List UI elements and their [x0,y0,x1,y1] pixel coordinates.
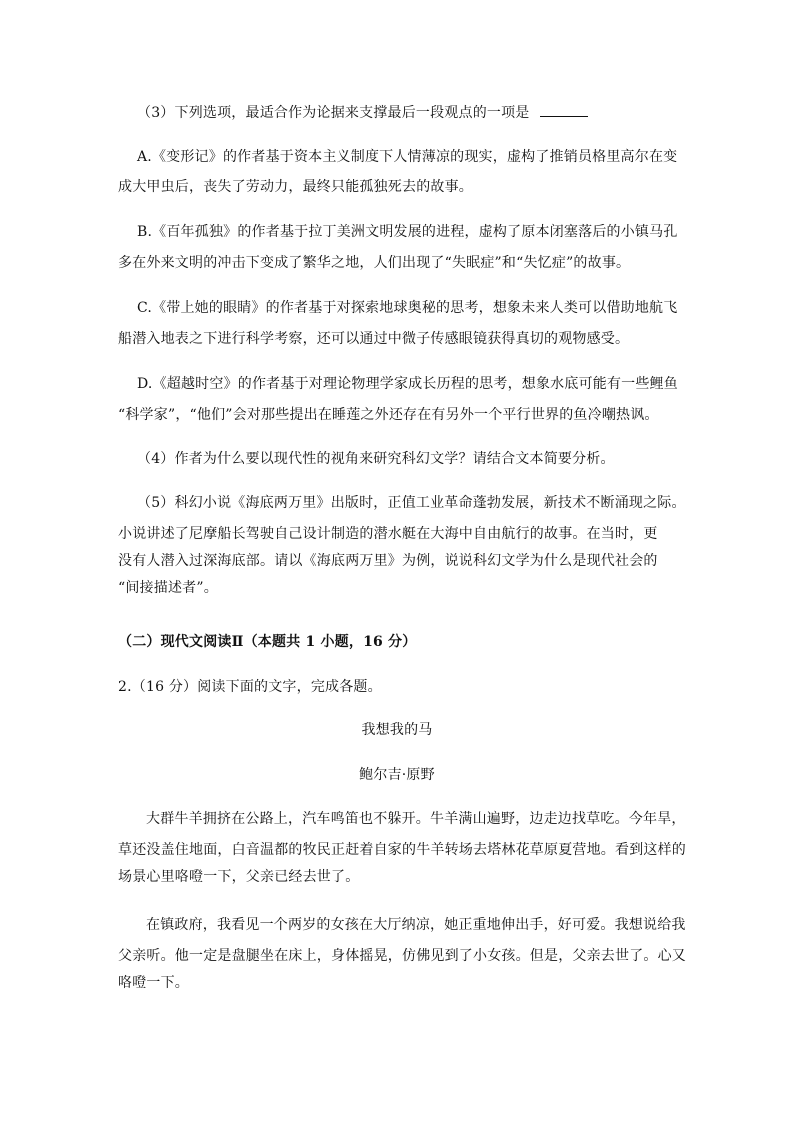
article-paragraph-1 [146,806,686,833]
question-5-line-1: （5）科幻小说《海底两万里》出版时，正值工业革命蓬勃发展，新技术不断涌现之际。 [137,495,686,511]
question-4-text: （4）作者为什么要以现代性的视角来研究科幻文学？请结合文本简要分析。 [137,451,615,467]
option-b-line-1: B.《百年孤独》的作者基于拉丁美洲文明发展的进程，虚构了原本闭塞落后的小镇马孔 [137,224,678,240]
article-title-text: 我想我的马 [361,722,433,738]
option-d-line-1: D.《超越时空》的作者基于对理论物理学家成长历程的思考，想象水底可能有一些鲤鱼 [137,376,678,392]
question-5-line-4: “间接描述者”。 [118,580,218,596]
question-5-continuation [118,521,658,602]
question-3-prompt: （3）下列选项，最适合作为论据来支撑最后一段观点的一项是 [137,105,530,121]
article-paragraph-2-continuation [118,943,686,997]
article-paragraph-2 [146,912,686,939]
option-a [137,144,677,171]
answer-blank[interactable] [540,104,588,117]
option-c-line-1: C.《带上她的眼睛》的作者基于对探索地球奥秘的思考，想象未来人类可以借助地航飞 [137,300,678,316]
question-5-line-2: 小说讲述了尼摩船长驾驶自己设计制造的潜水艇在大海中自由航行的故事。在当时，更 [118,526,658,542]
option-d [137,371,678,398]
question-4 [137,446,615,473]
question-3 [137,100,588,127]
paragraph-1-line-2: 草还没盖住地面，白音温都的牧民正赶着自家的牛羊转场去塔林花草原夏营地。看到这样的 [118,842,686,858]
option-a-continuation [118,174,473,201]
option-c-continuation [118,326,629,353]
option-d-line-2: “科学家”，“他们”会对那些提出在睡莲之外还存在有另外一个平行世界的鱼冷嘲热讽。 [118,407,659,423]
option-a-line-2: 成大甲虫后，丧失了劳动力，最终只能孤独死去的故事。 [118,179,473,195]
paragraph-1-line-1: 大群牛羊拥挤在公路上，汽车鸣笛也不躲开。牛羊满山遍野，边走边找草吃。今年旱， [146,811,686,827]
question-2 [118,674,382,701]
question-5-line-3: 没有人潜入过深海底部。请以《海底两万里》为例，说说科幻文学为什么是现代社会的 [118,553,658,569]
article-title [0,717,794,744]
question-5 [137,490,686,517]
option-b-continuation [118,250,630,277]
paragraph-2-line-3: 咯噔一下。 [118,975,189,991]
option-a-line-1: A.《变形记》的作者基于资本主义制度下人情薄凉的现实，虚构了推销员格里高尔在变 [137,149,678,165]
option-b-line-2: 多在外来文明的冲击下变成了繁华之地，人们出现了“失眠症”和“失忆症”的故事。 [118,255,631,271]
option-d-continuation [118,402,659,429]
article-author [0,762,794,789]
article-paragraph-1-continuation [118,837,686,891]
section-heading-text: （二）现代文阅读Ⅱ（本题共 1 小题，16 分） [118,634,417,650]
option-b [137,219,678,246]
section-heading [118,629,416,656]
paragraph-1-line-3: 场景心里咯噔一下，父亲已经去世了。 [118,869,360,885]
option-c-line-2: 船潜入地表之下进行科学考察，还可以通过中微子传感眼镜获得真切的观物感受。 [118,331,630,347]
question-2-text: 2.（16 分）阅读下面的文字，完成各题。 [118,679,382,695]
paragraph-2-line-1: 在镇政府，我看见一个两岁的女孩在大厅纳凉，她正重地伸出手，好可爱。我想说给我 [146,917,686,933]
article-author-text: 鲍尔吉·原野 [359,767,435,783]
paragraph-2-line-2: 父亲听。他一定是盘腿坐在床上，身体摇晃，仿佛见到了小女孩。但是，父亲去世了。心又 [118,948,686,964]
option-c [137,295,677,322]
